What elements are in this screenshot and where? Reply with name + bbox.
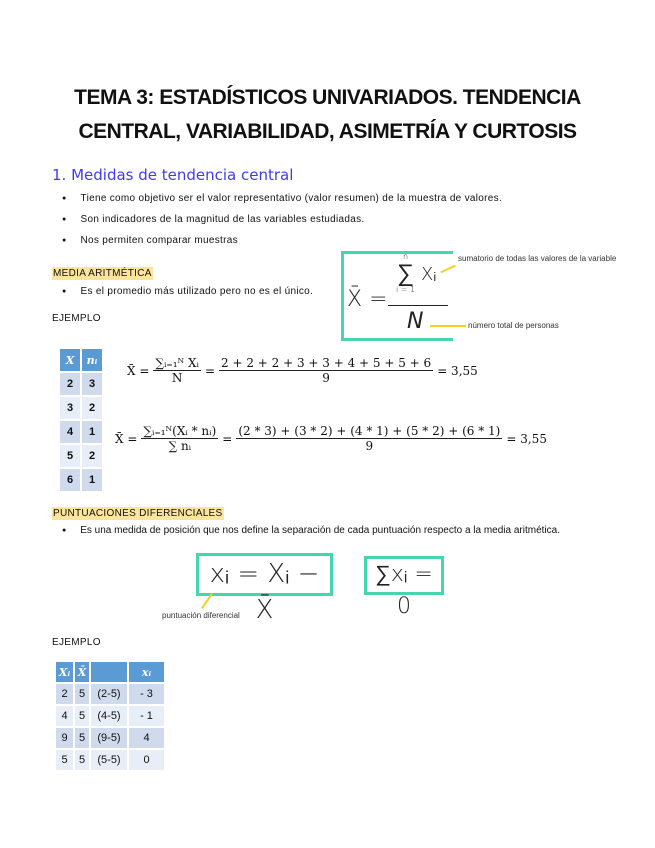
eq-num: (2 * 3) + (3 * 2) + (4 * 1) + (5 * 2) + (6 * 1) (238, 424, 501, 438)
cell: 2 (82, 397, 102, 419)
differential-table (54, 660, 166, 772)
fraction-line (388, 305, 448, 306)
table-row (56, 750, 164, 770)
table-row (60, 469, 102, 491)
eq-den: 9 (365, 439, 374, 453)
sum-operator (396, 252, 415, 294)
bullet: ● Tiene como objetivo ser el valor representativo (valor resumen) de la muestra de valores. (62, 193, 502, 204)
cell: 4 (129, 728, 164, 748)
table-row (60, 421, 102, 443)
table-row (56, 706, 164, 726)
section-heading: 1. Medidas de tendencia central (52, 166, 294, 184)
cell: (5-5) (91, 750, 127, 770)
col-header: Xᵢ (56, 662, 73, 682)
sum-upper: n (403, 252, 409, 261)
bullet: ● Son indicadores de la magnitud de las variables estudiadas. (62, 214, 365, 225)
cell: 1 (82, 469, 102, 491)
sum-symbol: ∑ (397, 259, 415, 287)
table-row (60, 397, 102, 419)
cell: 6 (60, 469, 80, 491)
mean-equation-1: X̄ = $\frac{\text{∑ᵢ₌₁ᴺ Xᵢ}}{N}$ = $\frac{2 + 2 + 2 + 3 + 3 + 4 + 5 + 5 + 6}{9}$ = 3,55 (127, 356, 478, 385)
frequency-table (58, 347, 104, 493)
eq-num: ∑ᵢ₌₁ᴺ Xᵢ (155, 356, 199, 370)
cell: 2 (56, 684, 73, 704)
cell: 5 (75, 728, 89, 748)
cell: 3 (60, 397, 80, 419)
cell: (9-5) (91, 728, 127, 748)
cell: 3 (82, 373, 102, 395)
table-row (56, 728, 164, 748)
bullet: ● Nos permiten comparar muestras (62, 235, 238, 246)
cell: 5 (60, 445, 80, 467)
cell: 5 (56, 750, 73, 770)
example-label: EJEMPLO (52, 313, 101, 324)
example-label: EJEMPLO (52, 637, 101, 648)
eq-result: = 3,55 (437, 363, 478, 378)
cell: 5 (75, 706, 89, 726)
eq-num: ∑ᵢ₌₁ᴺ(Xᵢ * nᵢ) (143, 424, 217, 438)
cell: 2 (82, 445, 102, 467)
bullet: ● Es el promedio más utilizado pero no es el único. (62, 286, 313, 297)
col-header (91, 662, 127, 682)
cell: 4 (60, 421, 80, 443)
cell: (2-5) (91, 684, 127, 704)
cell: 5 (75, 750, 89, 770)
cell: 5 (75, 684, 89, 704)
sum-lower: i = 1 (396, 285, 416, 294)
cell: 2 (60, 373, 80, 395)
diferenciales-label: PUNTUACIONES DIFERENCIALES (53, 508, 223, 519)
formula-lhs: X̄ = (347, 287, 388, 312)
eq-result: = 3,55 (506, 431, 547, 446)
col-header: X (60, 349, 80, 371)
eq-den: N (171, 371, 183, 385)
differential-formula-box: xᵢ = Xᵢ − X̄ (196, 553, 333, 596)
n-note: número total de personas (468, 321, 559, 330)
cell: 4 (56, 706, 73, 726)
eq-lhs: X̄ = (115, 431, 138, 446)
arrow-icon (430, 325, 466, 327)
cell: (4-5) (91, 706, 127, 726)
cell: 0 (129, 750, 164, 770)
cell: 9 (56, 728, 73, 748)
cell: - 1 (129, 706, 164, 726)
differential-note: puntuación diferencial (162, 611, 240, 620)
table-row (60, 445, 102, 467)
cell: - 3 (129, 684, 164, 704)
eq-den: 9 (322, 371, 330, 385)
bullet: ● Es una medida de posición que nos define la separación de cada puntuación respecto a la media aritmética. (62, 525, 560, 536)
col-header: nᵢ (82, 349, 102, 371)
table-row (60, 373, 102, 395)
page-title-line-1: TEMA 3: ESTADÍSTICOS UNIVARIADOS. TENDENCIA (74, 86, 581, 109)
eq-num: 2 + 2 + 2 + 3 + 3 + 4 + 5 + 5 + 6 (221, 356, 432, 370)
col-header: xᵢ (129, 662, 164, 682)
mean-equation-2: X̄ = $\frac{\text{∑ᵢ₌₁ᴺ(Xᵢ * nᵢ)}}{\text{∑ nᵢ}}$ = $\frac{(2 * 3) + (3 * 2) + (4 * 1) + (5 * 2) + (6 * 1)}{9}$ = 3,55 (115, 424, 547, 453)
sum-note: sumatorio de todas las valores de la variable (458, 254, 617, 263)
sum-zero-box: ∑xᵢ = 0 (364, 556, 444, 595)
formula-denominator: N (407, 309, 424, 334)
col-header: X̄ (75, 662, 89, 682)
table-row (56, 684, 164, 704)
media-label: MEDIA ARITMÉTICA (53, 268, 152, 279)
page-title-line-2: CENTRAL, VARIABILIDAD, ASIMETRÍA Y CURTOSIS (78, 120, 577, 143)
eq-den: ∑ nᵢ (168, 439, 192, 453)
sum-term: Xᵢ (421, 264, 437, 285)
cell: 1 (82, 421, 102, 443)
eq-lhs: X̄ = (127, 363, 150, 378)
